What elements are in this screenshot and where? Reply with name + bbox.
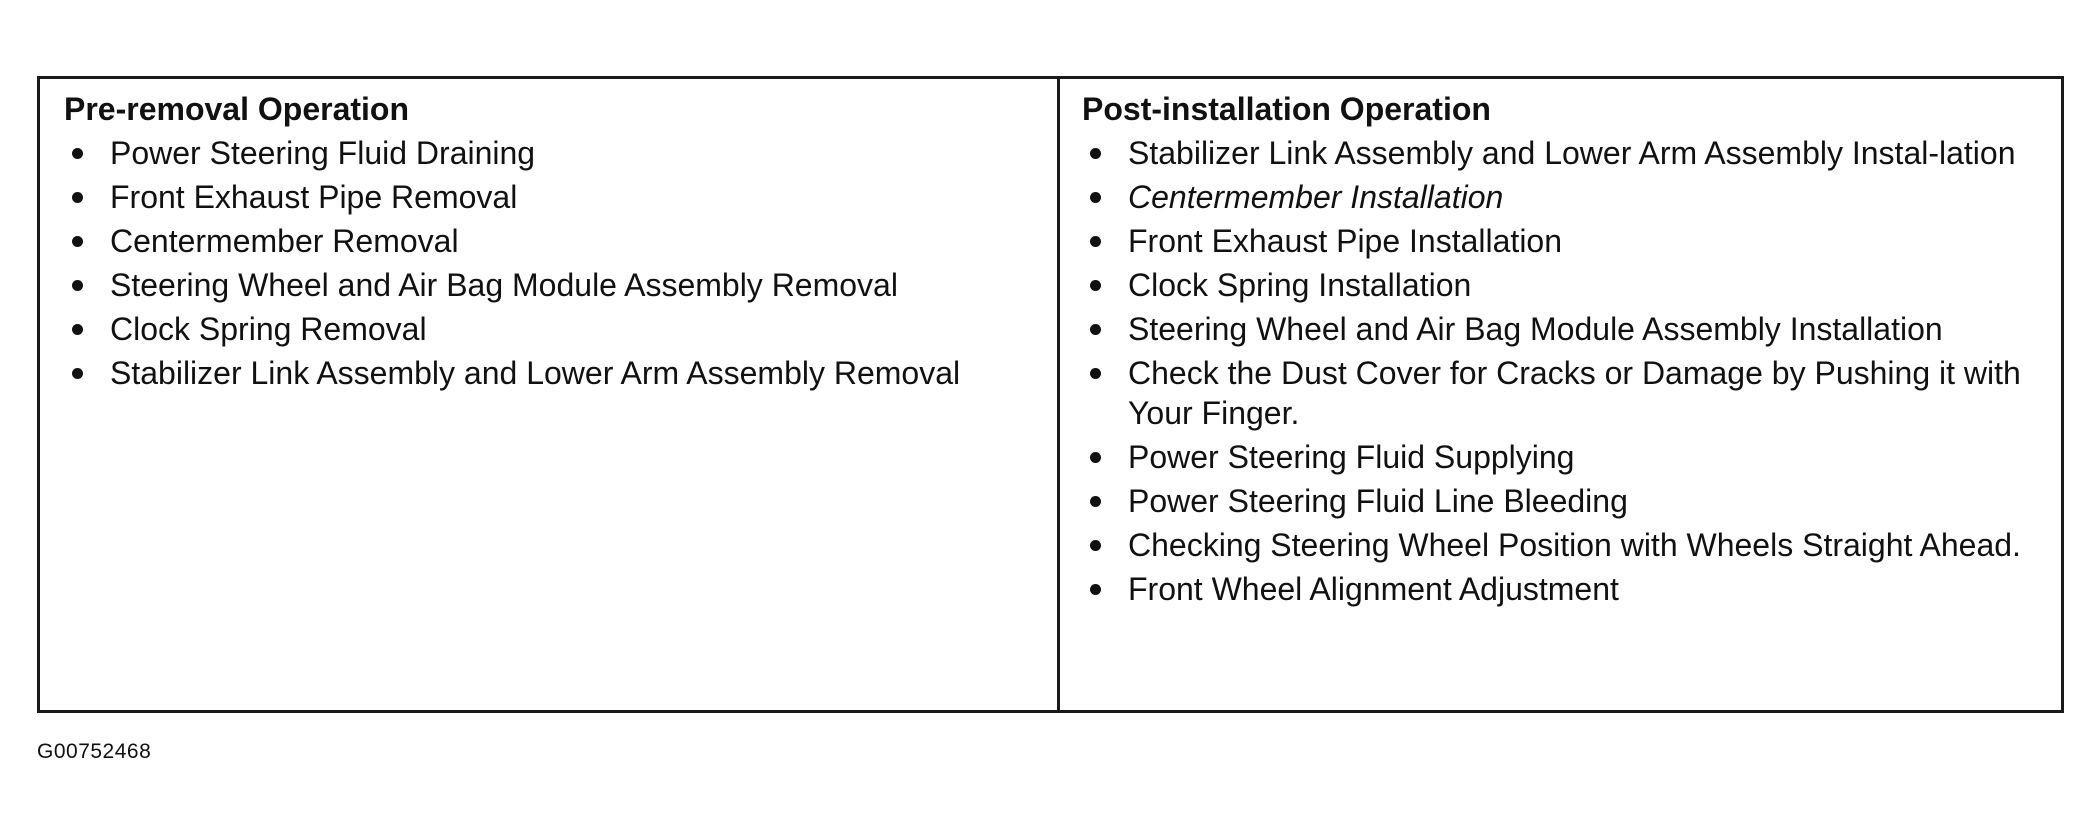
list-item: Clock Spring Installation	[1082, 265, 2047, 305]
post-installation-title: Post-installation Operation	[1082, 91, 1491, 127]
post-installation-column	[1060, 79, 2061, 710]
post-installation-list	[1082, 133, 2047, 609]
operations-table	[37, 76, 2064, 713]
list-item: Clock Spring Removal	[64, 309, 1057, 349]
list-item: Power Steering Fluid Draining	[64, 133, 1057, 173]
list-item: Stabilizer Link Assembly and Lower Arm Assembly Instal-lation	[1082, 133, 2047, 173]
list-item: Centermember Installation	[1082, 177, 2047, 217]
list-item: Check the Dust Cover for Cracks or Damage by Pushing it with Your Finger.	[1082, 353, 2047, 433]
list-item: Centermember Removal	[64, 221, 1057, 261]
pre-removal-list	[64, 133, 1057, 393]
list-item: Checking Steering Wheel Position with Wheels Straight Ahead.	[1082, 525, 2047, 565]
list-item: Stabilizer Link Assembly and Lower Arm Assembly Removal	[64, 353, 990, 393]
list-item: Steering Wheel and Air Bag Module Assembly Installation	[1082, 309, 2047, 349]
list-item: Front Exhaust Pipe Installation	[1082, 221, 2047, 261]
list-item: Steering Wheel and Air Bag Module Assembly Removal	[64, 265, 1057, 305]
list-item: Power Steering Fluid Supplying	[1082, 437, 2047, 477]
list-item: Front Exhaust Pipe Removal	[64, 177, 1057, 217]
pre-removal-column	[40, 79, 1060, 710]
list-item: Power Steering Fluid Line Bleeding	[1082, 481, 2047, 521]
figure-id: G00752468	[37, 740, 152, 763]
pre-removal-title: Pre-removal Operation	[64, 91, 409, 127]
list-item: Front Wheel Alignment Adjustment	[1082, 569, 2047, 609]
